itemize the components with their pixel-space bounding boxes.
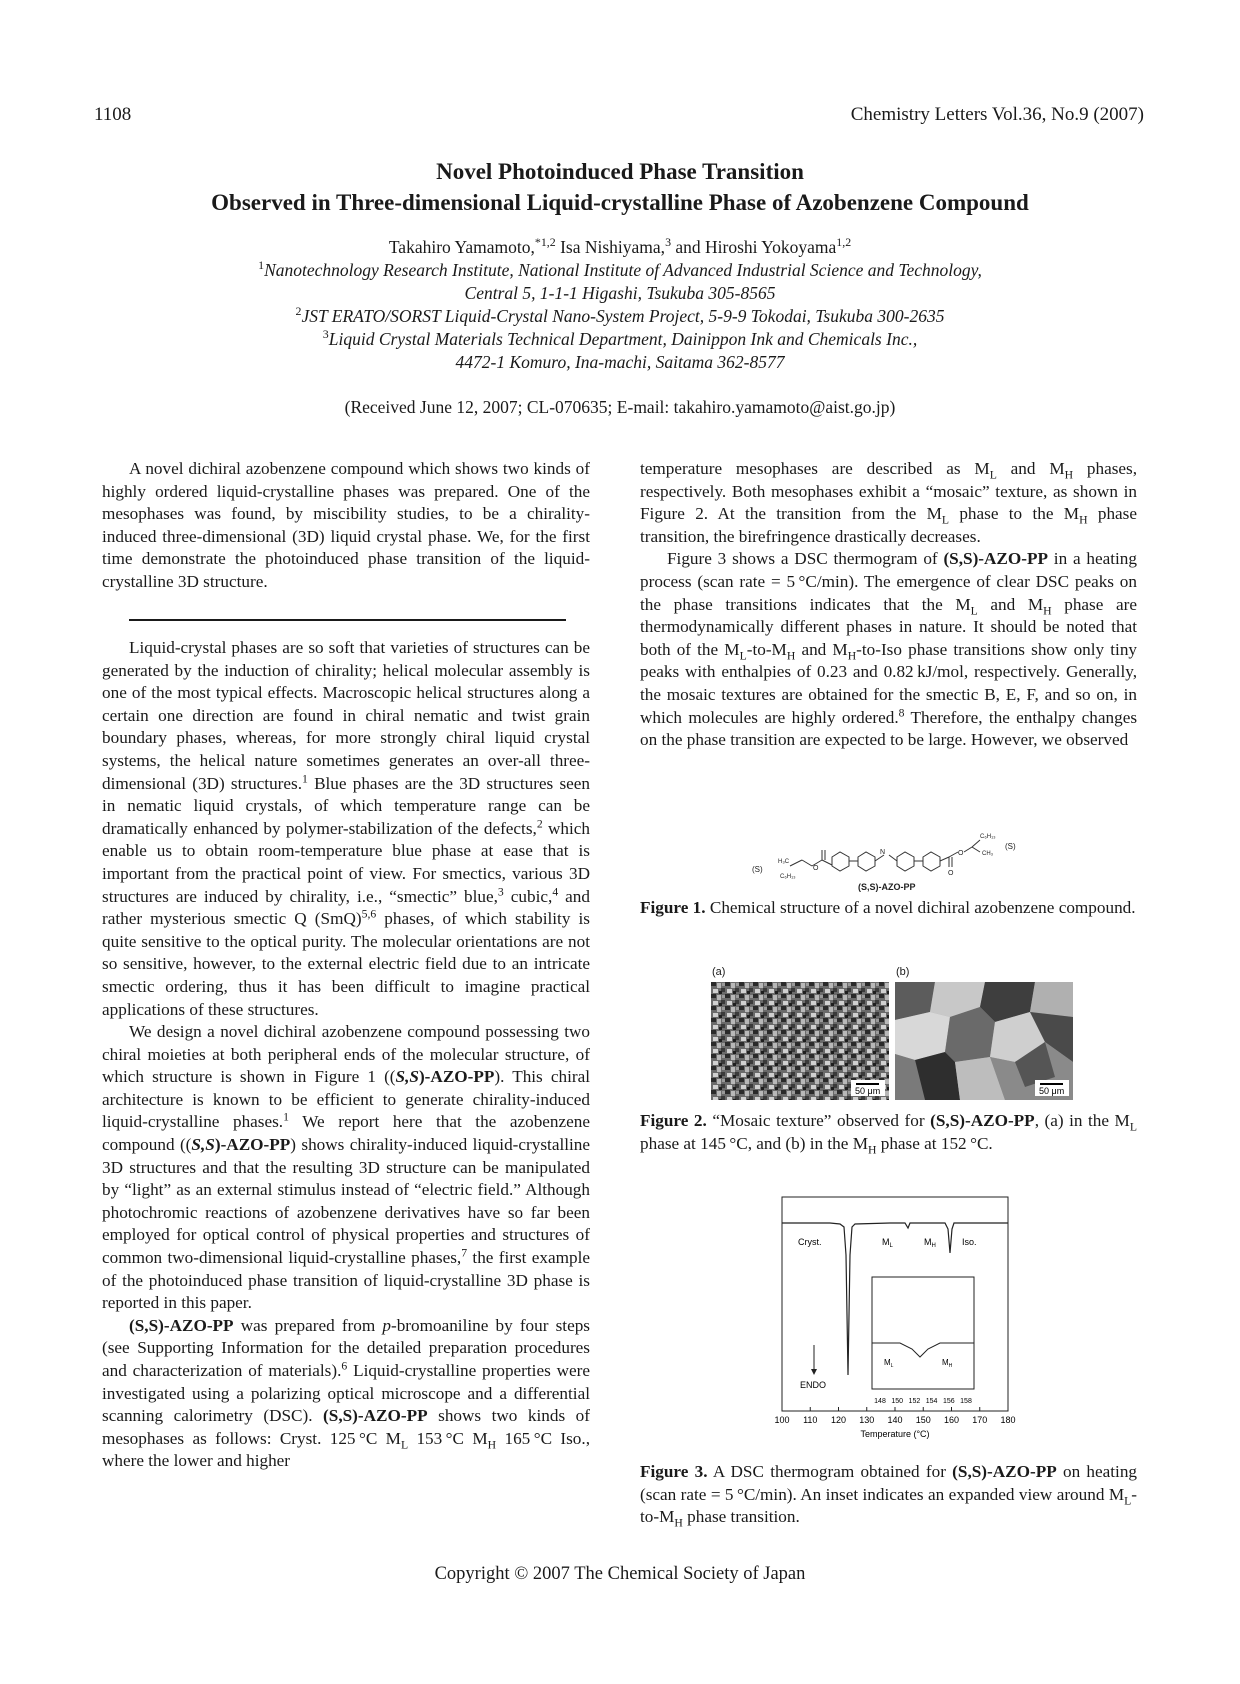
- fig2-scale-b: 50 μm: [1039, 1086, 1065, 1096]
- fig2-panel-b-label: (b): [896, 966, 910, 978]
- fig3-inset-mh: $M_H$: [942, 1358, 953, 1369]
- affiliation-3: $^3$Liquid Crystal Materials Technical Department, Dainippon Ink and Chemicals Inc.,: [322, 327, 918, 349]
- affiliation-1-address: Central 5, 1-1-1 Higashi, Tsukuba 305-8565: [464, 283, 776, 303]
- fig3-x-tick-label: 110: [803, 1415, 818, 1425]
- fig1-n: N: [880, 849, 886, 856]
- fig3-x-ticks: [774, 1407, 1015, 1425]
- affiliation-2: $^2$JST ERATO/SORST Liquid-Crystal Nano-System Project, 5-9-9 Tokodai, Tsukuba 300-2635: [295, 304, 945, 326]
- fig3-x-axis-label: Temperature (°C): [860, 1429, 930, 1439]
- figure-2-caption: Figure 2. “Mosaic texture” observed for (S,S)-AZO-PP, (a) in the $M_L$ phase at 145 °C, and (b) in the $M_H$ phase at 152 °C.: [640, 1111, 1137, 1157]
- abstract: A novel dichiral azobenzene compound which shows two kinds of highly ordered liquid-crystalline phases was prepared. One of the mesophases was found, by miscibility studies, to be a chirality-induced three-dimensional (3D) liquid crystal phase. We, for the first time demonstrate the photoinduced phase transition of the liquid-crystalline 3D structure.: [102, 459, 590, 591]
- fig3-inset-tick-label: 154: [925, 1398, 938, 1405]
- fig3-inset-tick-label: 150: [891, 1398, 904, 1405]
- page-number: 1108: [94, 104, 132, 125]
- abstract-rule: [129, 619, 566, 621]
- fig3-label-ml: $M_L$: [882, 1237, 893, 1249]
- fig3-label-iso: Iso.: [962, 1237, 977, 1247]
- left-column-body: [102, 637, 590, 1473]
- fig3-inset-tick-label: 158: [960, 1398, 972, 1405]
- title-line-1: Novel Photoinduced Phase Transition: [436, 159, 804, 184]
- author-3-affil: 1,2: [836, 235, 852, 250]
- fig3-x-tick-label: 180: [1000, 1415, 1016, 1425]
- fig3-x-tick-label: 140: [887, 1415, 903, 1425]
- fig1-compound-label: (S,S)-AZO-PP: [858, 882, 916, 892]
- fig2-panel-a-label: (a): [712, 966, 726, 978]
- fig1-h3c: H₃C: [778, 859, 790, 865]
- fig2-micrograph-a: [711, 982, 889, 1100]
- fig3-inset-ticks: [874, 1398, 972, 1405]
- right-column-body: [640, 458, 1137, 752]
- author-1-affil: *1,2: [534, 235, 556, 250]
- author-1: Takahiro Yamamoto,: [388, 237, 535, 257]
- right-para-1: temperature mesophases are described as $M_L$ and $M_H$ phases, respectively. Both mesophases exhibit a “mosaic” texture, as shown in Figure 2. At the transition from the $M_L$ phase to the $M_H$ phase transition, the birefringence drastically decreases.: [640, 459, 1138, 546]
- right-para-2: Figure 3 shows a DSC thermogram of (S,S)-AZO-PP in a heating process (scan rate = 5 °C/min). The emergence of clear DSC peaks on the phase transitions indicates that the $M_L$ and $M_H$ phase are thermodynamically different phases in nature. It should be noted that both of the $M_L-to-M_H$ and $M_H-to$-Iso phase transitions show only tiny peaks with enthalpies of 0.23 and 0.82 kJ/mol, respectively. Generally, the mosaic textures are obtained for the smectic B, E, F, and so on, in which molecules are highly ordered.$^8$ Therefore, the enthalpy changes on the phase transition are expected to be large. However, we observed: [640, 549, 1138, 750]
- fig3-label-endo: ENDO: [800, 1380, 827, 1390]
- fig3-x-tick-label: 130: [859, 1415, 875, 1425]
- copyright-footer: Copyright © 2007 The Chemical Society of Japan: [434, 1564, 806, 1584]
- author-block: [0, 236, 1240, 374]
- fig3-inset-tick-label: 156: [942, 1398, 955, 1405]
- fig1-c6h13-right: C₆H₁₃: [980, 834, 996, 840]
- fig3-x-tick-label: 150: [915, 1415, 931, 1425]
- fig1-ch3: CH₃: [982, 851, 994, 857]
- fig3-x-tick-label: 120: [830, 1415, 847, 1425]
- left-para-3: (S,S)-AZO-PP was prepared from p-bromoaniline by four steps (see Supporting Information for the detailed preparation procedures and characterization of materials).$^6$ Liquid-crystalline properties were investigated using a polarizing optical microscope and a differential scanning calorimetry (DSC). (S,S)-AZO-PP shows two kinds of mesophases as follows: Cryst. 125 °C $M_L$ 153 °C $M_H$ 165 °C Iso., where the lower and higher: [102, 1315, 590, 1471]
- fig3-x-tick-label: 170: [972, 1415, 988, 1425]
- article-title: [0, 156, 1240, 218]
- journal-header: Chemistry Letters Vol.36, No.9 (2007): [850, 104, 1144, 125]
- left-para-1: Liquid-crystal phases are so soft that varieties of structures can be generated by the induction of chirality; helical molecular assembly is one of the most typical effects. Macroscopic helical structures along a certain one direction are found in chiral nematic and twist grain boundary phases, whereas, for more strongly chiral liquid crystal systems, the helical nature sometimes generates an over-all three-dimensional (3D) structures.$^1$ Blue phases are the 3D structures seen in nematic liquid crystals, of which temperature range can be dramatically enhanced by polymer-stabilization of the defects,$^2$ which enable us to obtain room-temperature blue phase at ease that is important from the practical point of view. For smectics, various 3D structures are induced by chirality, i.e., “smectic” blue,$^3$ cubic,$^4$ and rather mysterious smectic Q (SmQ)$^{5,6}$ phases, of which stability is quite sensitive to the optical purity. The molecular orientations are not so sensitive, however, to the external electric field due to an intricate smectic ordering, thus it has been difficult to imagine practical applications of these structures.: [102, 638, 590, 1019]
- figure-1-caption: Figure 1. Chemical structure of a novel dichiral azobenzene compound.: [640, 898, 1136, 917]
- fig1-s-right: (S): [1005, 842, 1016, 851]
- fig2-scale-a: 50 μm: [855, 1086, 881, 1096]
- fig3-x-tick-label: 160: [943, 1415, 960, 1425]
- affiliation-1: $^1$Nanotechnology Research Institute, National Institute of Advanced Industrial Science and Technology,: [258, 258, 982, 280]
- fig1-s-left: (S): [752, 865, 763, 874]
- fig3-inset-tick-label: 152: [908, 1398, 921, 1405]
- fig1-c6h13-left: C₆H₁₃: [780, 874, 796, 880]
- author-2-affil: 3: [665, 235, 672, 250]
- fig1-o-ester: O: [958, 850, 964, 857]
- fig3-inset-tick-label: 148: [874, 1398, 886, 1405]
- fig1-o-right: O: [948, 870, 954, 877]
- figure-1-structure: [750, 822, 1050, 894]
- fig2-micrograph-b: [895, 982, 1073, 1100]
- left-para-2: We design a novel dichiral azobenzene compound possessing two chiral moieties at both peripheral ends of the molecular structure, of which structure is shown in Figure 1 ((S,S)-AZO-PP). This chiral architecture is known to be efficient to generate chirality-induced liquid-crystalline phases.$^1$ We report here that the azobenzene compound ((S,S)-AZO-PP) shows chirality-induced liquid-crystalline 3D structures and that the resulting 3D structure can be manipulated by “light” as an external stimulus instead of “electric field.” Although photochromic reactions of azobenzene derivatives have so far been employed for optical control of physical properties and structures of common two-dimensional liquid-crystalline phases,$^7$ the first example of the photoinduced phase transition of liquid-crystalline 3D phase is reported in this paper.: [102, 1022, 590, 1313]
- fig3-x-tick-label: 100: [774, 1415, 790, 1425]
- fig3-label-cryst: Cryst.: [798, 1237, 822, 1247]
- author-list: [0, 236, 1240, 259]
- fig1-o-left: O: [813, 865, 819, 872]
- fig3-inset-frame: [872, 1277, 974, 1389]
- fig3-inset-ml: $M_L$: [884, 1358, 894, 1369]
- author-2: Isa Nishiyama,: [555, 237, 666, 257]
- title-line-2: Observed in Three-dimensional Liquid-crystalline Phase of Azobenzene Compound: [211, 190, 1029, 215]
- affiliation-3-address: 4472-1 Komuro, Ina-machi, Saitama 362-8577: [455, 352, 785, 372]
- figure-3-caption: Figure 3. A DSC thermogram obtained for (S,S)-AZO-PP on heating (scan rate = 5 °C/min). An inset indicates an expanded view around $M_L-to-M_H$ phase transition.: [640, 1462, 1138, 1530]
- author-3: and Hiroshi Yokoyama: [671, 237, 837, 257]
- fig3-label-mh: $M_H$: [924, 1237, 936, 1249]
- figure-3-dsc-thermogram: [770, 1195, 1018, 1440]
- received-line: (Received June 12, 2007; CL-070635; E-mail: takahiro.yamamoto@aist.go.jp): [344, 397, 896, 417]
